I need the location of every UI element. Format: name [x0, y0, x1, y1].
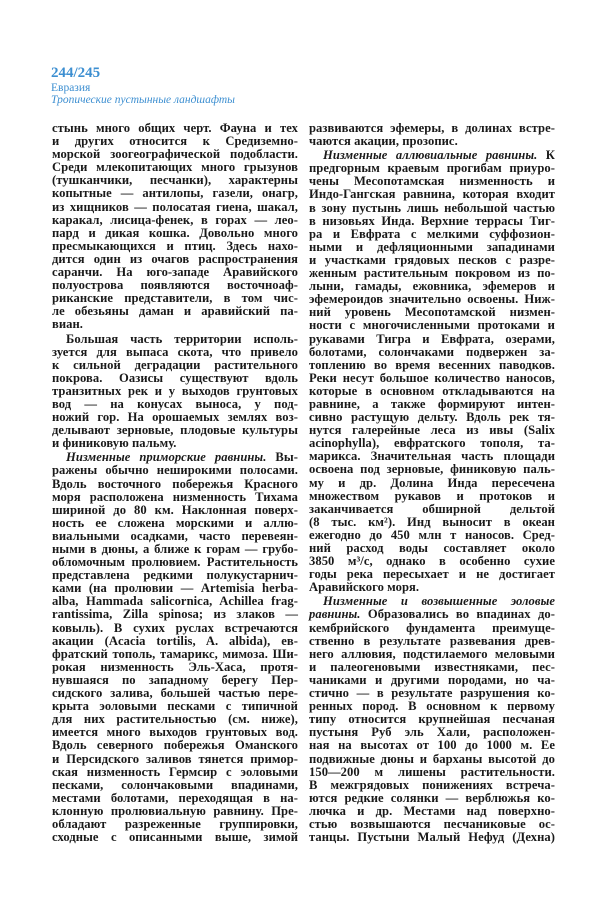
text-line: ножий гор. На орошаемых землях воз- — [52, 410, 298, 425]
text-line: песками, солончаковыми впадинами, — [52, 777, 298, 792]
text-line: acinophylla), евфратского тополя, та- — [309, 436, 555, 451]
paragraph — [52, 122, 298, 332]
text-line: ний уровень Месопотамской низмен- — [309, 305, 555, 320]
text-line: виан. — [52, 317, 84, 332]
paragraph — [52, 333, 298, 451]
text-line: типу относится крупнейшая песчаная — [309, 712, 555, 727]
text-line: 3850 м³/с, однако в особенно сухие — [309, 554, 555, 569]
text-line: ний расход воды составляет около — [309, 541, 555, 555]
text-line: в зону пустынь лишь небольшой частью — [309, 200, 555, 215]
text-line: alba, Hammada salicornica, Achillea frag- — [52, 594, 298, 609]
text-line: марикса. Значительная часть площади — [309, 449, 555, 464]
text-line: рукавами Тигра и Евфрата, озерами, — [309, 331, 555, 346]
text-line: риканские представители, в том чис- — [52, 291, 298, 306]
text-line: Аравийского моря. — [309, 580, 420, 595]
text-line: фратский тополь, тамарикс, мимоза. Ши- — [52, 646, 298, 661]
text-line: для них растительностью (см. ниже), — [52, 712, 298, 727]
text-line: делывают зерновые, плодовые культуры — [52, 423, 298, 438]
text-line: (8 тыс. км²). Инд выносит в океан — [309, 514, 555, 529]
text-line: и финиковую пальму. — [52, 436, 177, 451]
text-line: rantissima, Zilla spinosa; из злаков — — [52, 607, 298, 622]
text-line: В межгрядовых понижениях встреча- — [309, 777, 555, 792]
text-line: Большая часть территории исполь- — [66, 331, 298, 346]
text-run: Вы- — [266, 450, 298, 465]
paragraph — [52, 451, 298, 844]
text-line: чены Месопотамская низменность и — [309, 174, 555, 189]
paragraph — [309, 595, 555, 844]
text-line: обладают разреженные группировки, — [52, 816, 298, 831]
text-line: ками (на пролювии — Artemisia herba- — [52, 581, 298, 596]
text-column-right — [309, 122, 555, 845]
text-line: чаниками и другими породами, но ча- — [309, 672, 555, 687]
text-line: ются редкие солянки — верблюжья ко- — [309, 790, 555, 805]
text-line: женным растительным покровом из по- — [309, 266, 555, 281]
text-line: сивно растущую дельту. Вдоль рек тя- — [309, 410, 555, 425]
text-line: ственно в результате развевания древ- — [309, 633, 555, 648]
text-line: ными и дефляционными западинами — [309, 239, 555, 254]
text-line: и других относится к Средиземно- — [52, 134, 298, 149]
text-line: покрова. Оазисы существуют вдоль — [52, 370, 298, 385]
text-line: полуострова появляются восточноаф- — [52, 278, 298, 293]
text-run: Образовались во впадинах до- — [360, 607, 555, 622]
text-line: освоена под зерновые, финиковую паль- — [309, 462, 555, 477]
text-line: моря расположена низменность Тихама — [52, 489, 298, 504]
text-line: нувшаяся по западному берегу Пер- — [52, 672, 298, 687]
text-line: болотами, солончаками подвержен за- — [309, 344, 555, 359]
text-line: стью возвышаются песчаниковые ос- — [309, 816, 555, 831]
text-line: и участками грядовых песков с разре- — [309, 252, 555, 267]
text-line: годы река пересыхает и не достигает — [309, 567, 555, 582]
text-line: акации (Acacia tortilis, A. albida), ев- — [52, 633, 298, 648]
section-heading: Низменные аллювиальные равнины. — [323, 148, 538, 163]
text-line: Реки несут большое количество наносов, — [309, 370, 555, 385]
text-line: морской зоогеографической подобласти. — [52, 147, 298, 162]
text-line: из хищников — полосатая гиена, шакал, — [52, 199, 298, 214]
section-heading: Низменные и возвышенные эоловые — [323, 594, 555, 609]
text-line: ская низменность Гермсир с эоловыми — [52, 764, 298, 779]
text-line: (тушканчики, песчанки), характерны — [52, 173, 298, 188]
text-line: пресмыкающихся и птиц. Здесь нахо- — [52, 238, 298, 253]
text-line: лыни, гамады, ежовника, эфемеров и — [309, 279, 555, 294]
text-line: в низовьях Инда. Верхние террасы Тиг- — [309, 213, 555, 228]
text-line: Вдоль восточного побережья Красного — [52, 476, 298, 491]
text-line: топлению во время весенних паводков. — [309, 357, 555, 372]
page-numbers: 244/245 — [51, 65, 101, 81]
running-header — [51, 66, 235, 106]
text-line: вод — на конусах выноса, у под- — [52, 396, 298, 411]
text-line: которые в основном откладываются на — [309, 383, 555, 398]
text-line: пард и дикая кошка. Довольно много — [52, 225, 298, 240]
text-line — [309, 608, 555, 621]
paragraph — [309, 149, 555, 594]
text-line: Среди млекопитающих много грызунов — [52, 160, 298, 175]
text-line: танцы. Пустыни Малый Нефуд (Дехна) — [309, 830, 555, 845]
text-line: подвижные дюны и барханы высотой до — [309, 751, 555, 766]
text-line: ренных пород. В основном к первому — [309, 699, 555, 714]
text-line: него аллювия, подстилаемого меловыми — [309, 646, 555, 661]
text-line: имеется много выходов грунтовых вод. — [52, 725, 298, 740]
text-line: ковыль). В сухих руслах встречаются — [52, 620, 298, 635]
subsection-title: Тропические пустынные ландшафты — [51, 93, 235, 106]
text-line: саранчи. На юго-западе Аравийского — [52, 265, 298, 280]
text-line: шириной до 80 км. Наклонная поверх- — [52, 502, 298, 517]
text-line: представлена редкими полукустарнич- — [52, 568, 298, 583]
text-line: чаются акации, прозопис. — [309, 134, 458, 149]
text-line: виальными осадками, часто перевеян- — [52, 528, 298, 543]
text-line: местами болотами, переходящая в на- — [52, 790, 298, 805]
paragraph — [309, 122, 555, 148]
text-line: ле обезьяны даман и аравийский па- — [52, 304, 298, 319]
text-line: дится один из очагов распространения — [52, 251, 298, 266]
text-line: каракал, лисица-фенек, в горах — лео- — [52, 212, 298, 227]
text-line: Вдоль северного побережья Оманского — [52, 738, 298, 753]
text-line: ности с многочисленными протоками и — [309, 318, 555, 333]
text-line: и палеогеновыми известняками, пес- — [309, 659, 555, 674]
text-line: эфемероидов значительно освоены. Ниж- — [309, 292, 555, 307]
text-line: му и др. Долина Инда пересечена — [309, 475, 555, 490]
text-line: равнине, а также формируют интен- — [309, 396, 555, 411]
text-line: ежегодно до 450 млн т наносов. Сред- — [309, 527, 555, 542]
text-line: лючка и др. Местами над поверхно- — [309, 803, 555, 818]
text-line: стынь много общих черт. Фауна и тех — [52, 121, 298, 135]
text-line: и Персидского заливов тянется примор- — [52, 751, 298, 766]
text-line: стично — в результате разрушения ко- — [309, 686, 555, 701]
text-line: транзитных рек и у выходов грунтовых — [52, 383, 298, 398]
text-line: ность ее сложена морскими и аллю- — [52, 515, 298, 530]
text-line: ная на высотах от 100 до 1000 м. Ее — [309, 738, 555, 753]
text-line: кембрийского фундамента преимуще- — [309, 620, 555, 635]
text-line: предгорным краевым прогибам приуро- — [309, 161, 555, 176]
text-line: к сильной деградации растительного — [52, 357, 298, 372]
text-line: зуется для выпаса скота, что привело — [52, 344, 298, 359]
text-line: ражены обычно неширокими полосами. — [52, 463, 298, 478]
text-line: рокая низменность Эль-Хаса, протя- — [52, 659, 298, 674]
text-line: развиваются эфемеры, в долинах встре- — [309, 121, 555, 135]
text-line: крыта эоловыми песками с типичной — [52, 699, 298, 714]
text-line: пустыня Руб эль Хали, расположен- — [309, 725, 555, 740]
text-line: заканчивается обширной дельтой — [309, 501, 555, 516]
text-line: множеством рукавов и протоков и — [309, 488, 555, 503]
text-line: ра и Евфрата с мелкими суффозион- — [309, 226, 555, 241]
text-line: сходные с описанными выше, зимой — [52, 830, 298, 845]
text-line: ными в дюны, а ближе к горам — грубо- — [52, 542, 298, 556]
text-line: 150—200 м лишены растительности. — [309, 764, 555, 779]
text-run: К — [537, 148, 555, 163]
text-line: сидского залива, большей частью пере- — [52, 686, 298, 701]
text-line: обломочным пролювием. Растительность — [52, 555, 298, 570]
text-line: нутся галерейные леса из ивы (Salix — [309, 423, 555, 438]
section-heading: равнины. — [309, 607, 361, 622]
section-title: Евразия — [51, 81, 91, 94]
text-line: клонную пролювиальную равнину. Пре- — [52, 803, 298, 818]
text-line: Индо-Гангская равнина, которая входит — [309, 187, 555, 202]
section-heading: Низменные приморские равнины. — [66, 450, 267, 465]
text-line: копытные — антилопы, газели, онагр, — [52, 186, 298, 201]
text-column-left — [52, 122, 298, 845]
